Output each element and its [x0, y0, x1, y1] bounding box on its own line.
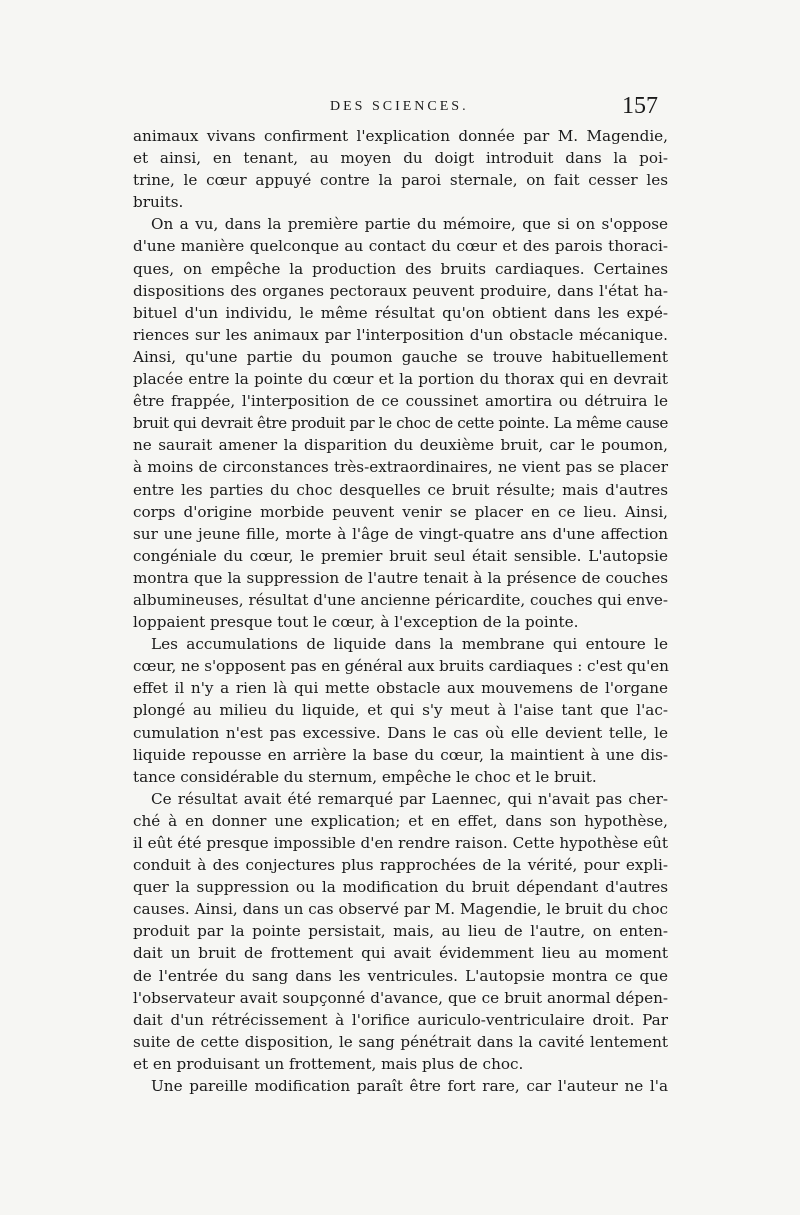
- text-line: et ainsi, en tenant, au moyen du doigt introduit dans la poi-: [133, 149, 668, 168]
- text-line: loppaient presque tout le cœur, à l'exception de la pointe.: [133, 613, 579, 632]
- text-line: l'observateur avait soupçonné d'avance, que ce bruit anormal dépen-: [133, 988, 668, 1007]
- text-line: riences sur les animaux par l'interposition d'un obstacle mécanique.: [133, 325, 668, 344]
- text-line: suite de cette disposition, le sang pénétrait dans la cavité lentement: [133, 1032, 668, 1051]
- text-line: dait d'un rétrécissement à l'orifice auriculo-ventriculaire droit. Par: [133, 1010, 668, 1029]
- text-line: dait un bruit de frottement qui avait évidemment lieu au moment: [133, 944, 668, 963]
- text-line: bituel d'un individu, le même résultat qu'on obtient dans les expé-: [133, 303, 668, 322]
- text-line: produit par la pointe persistait, mais, au lieu de l'autre, on enten-: [133, 922, 668, 941]
- text-line: corps d'origine morbide peuvent venir se placer en ce lieu. Ainsi,: [133, 502, 668, 521]
- text-line: Ainsi, qu'une partie du poumon gauche se trouve habituellement: [133, 347, 668, 366]
- text-line: causes. Ainsi, dans un cas observé par M. Magendie, le bruit du choc: [133, 900, 668, 919]
- text-line: conduit à des conjectures plus rapprochées de la vérité, pour expli-: [133, 856, 668, 875]
- text-line: bruits.: [133, 193, 184, 212]
- text-line: d'une manière quelconque au contact du cœur et des parois thoraci-: [133, 237, 668, 256]
- text-line: à moins de circonstances très-extraordinaires, ne vient pas se placer: [133, 458, 668, 477]
- text-line: Ce résultat avait été remarqué par Laennec, qui n'avait pas cher-: [151, 789, 668, 808]
- text-line: congéniale du cœur, le premier bruit seul était sensible. L'autopsie: [133, 546, 668, 565]
- text-line: tance considérable du sternum, empêche le choc et le bruit.: [133, 767, 597, 786]
- text-line: dispositions des organes pectoraux peuvent produire, dans l'état ha-: [133, 281, 668, 300]
- text-line: Les accumulations de liquide dans la membrane qui entoure le: [151, 635, 668, 654]
- text-line: On a vu, dans la première partie du mémoire, que si on s'oppose: [151, 215, 668, 234]
- body-text: [133, 125, 668, 1097]
- text-line: albumineuses, résultat d'une ancienne péricardite, couches qui enve-: [133, 590, 669, 609]
- text-line: et en produisant un frottement, mais plus de choc.: [133, 1054, 524, 1073]
- text-line: trine, le cœur appuyé contre la paroi sternale, on fait cesser les: [133, 171, 668, 190]
- text-line: ques, on empêche la production des bruits cardiaques. Certaines: [133, 259, 668, 278]
- text-line: ne saurait amener la disparition du deuxième bruit, car le poumon,: [133, 436, 668, 455]
- running-head: [0, 95, 800, 125]
- text-line: il eût été presque impossible d'en rendre raison. Cette hypothèse eût: [133, 834, 668, 852]
- text-line: être frappée, l'interposition de ce coussinet amortira ou détruira le: [133, 392, 668, 411]
- text-line: montra que la suppression de l'autre tenait à la présence de couches: [133, 568, 668, 587]
- text-line: liquide repousse en arrière la base du cœur, la maintient à une dis-: [133, 745, 668, 764]
- text-line: cumulation n'est pas excessive. Dans le cas où elle devient telle, le: [133, 723, 668, 742]
- page-number: 157: [622, 93, 658, 119]
- text-line: animaux vivans confirment l'explication donnée par M. Magendie,: [133, 127, 668, 145]
- text-line: de l'entrée du sang dans les ventricules. L'autopsie montra ce que: [133, 966, 668, 985]
- text-line: entre les parties du choc desquelles ce bruit résulte; mais d'autres: [133, 480, 668, 499]
- text-line: placée entre la pointe du cœur et la portion du thorax qui en devrait: [133, 370, 668, 389]
- text-line: sur une jeune fille, morte à l'âge de vingt-quatre ans d'une affection: [133, 524, 668, 543]
- text-line: quer la suppression ou la modification du bruit dépendant d'autres: [133, 878, 668, 897]
- text-line: effet il n'y a rien là qui mette obstacle aux mouvemens de l'organe: [133, 679, 668, 698]
- text-line: plongé au milieu du liquide, et qui s'y meut à l'aise tant que l'ac-: [133, 701, 668, 720]
- text-line: cœur, ne s'opposent pas en général aux bruits cardiaques : c'est qu'en: [133, 657, 669, 676]
- text-line: ché à en donner une explication; et en effet, dans son hypothèse,: [133, 811, 668, 830]
- text-line: bruit qui devrait être produit par le choc de cette pointe. La même cause: [133, 414, 668, 433]
- text-line: Une pareille modification paraît être fort rare, car l'auteur ne l'a: [151, 1077, 668, 1096]
- running-title: DES SCIENCES.: [330, 99, 469, 114]
